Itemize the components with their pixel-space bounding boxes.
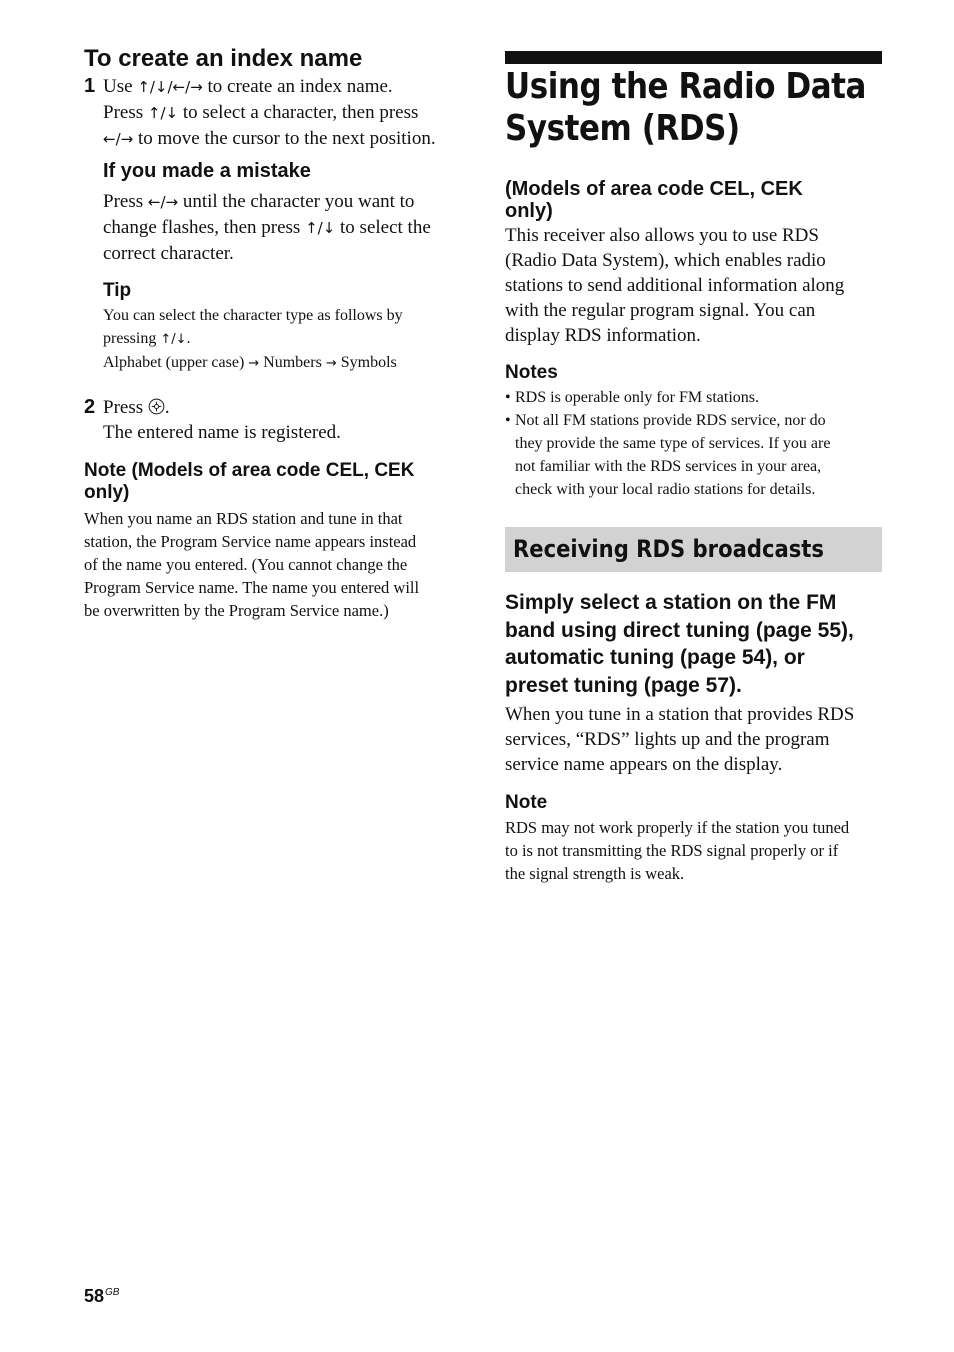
left-note-line: When you name an RDS station and tune in that — [84, 509, 403, 528]
instruction-body — [505, 702, 854, 777]
page-title — [505, 66, 867, 150]
tip-seq-symbols: Symbols — [336, 354, 397, 371]
models-line: stations to send additional information along — [505, 275, 845, 296]
tip-line-2a: pressing — [103, 330, 161, 347]
right-arrow-icon: → — [325, 356, 337, 371]
left-right-arrow-icon: ←/→ — [147, 193, 179, 211]
step-2-text — [103, 395, 341, 445]
instruction-heading — [505, 589, 854, 699]
notes-item-2-line: they provide the same type of services. If you are — [515, 435, 831, 452]
instruction-line: automatic tuning (page 54), or — [505, 646, 805, 669]
bullet-marker: • — [505, 389, 511, 406]
page-title-line-1: Using the Radio Data — [505, 66, 867, 107]
step-2-number: 2 — [84, 396, 96, 418]
right-note-body — [505, 816, 849, 885]
models-line: display RDS information. — [505, 325, 701, 346]
models-heading — [505, 178, 803, 222]
left-note-line: be overwritten by the Program Service name.) — [84, 601, 389, 620]
up-down-arrow-icon: ↑/↓ — [160, 332, 187, 347]
mistake-line-2b: to select the — [335, 217, 431, 238]
models-heading-line-2: only) — [505, 200, 553, 222]
tip-heading: Tip — [103, 280, 132, 301]
left-note-heading-line-2: only) — [84, 482, 130, 503]
models-heading-line-1: (Models of area code CEL, CEK — [505, 178, 803, 200]
left-note-line: station, the Program Service name appears instead — [84, 532, 417, 551]
right-note-heading: Note — [505, 792, 548, 813]
right-note-line: the signal strength is weak. — [505, 864, 685, 883]
page-title-line-2: System (RDS) — [505, 108, 740, 149]
step-1-line-1b: to create an index name. — [202, 76, 393, 97]
models-line: This receiver also allows you to use RDS — [505, 225, 819, 246]
instruction-body-line: services, “RDS” lights up and the program — [505, 729, 830, 750]
left-note-heading — [84, 460, 414, 504]
notes-item-2-line: not familiar with the RDS services in your area, — [515, 458, 822, 475]
step-2-line-2: The entered name is registered. — [103, 422, 341, 443]
section-band-label: Receiving RDS broadcasts — [513, 535, 824, 563]
tip-seq-numbers: Numbers — [259, 354, 326, 371]
step-2-line-1b: . — [164, 397, 170, 418]
notes-item-2 — [515, 409, 830, 501]
instruction-body-line: When you tune in a station that provides RDS — [505, 704, 855, 725]
step-1-line-2a: Press — [103, 102, 148, 123]
enter-button-icon — [148, 398, 165, 415]
step-1-text — [103, 74, 436, 152]
left-note-body — [84, 507, 419, 622]
up-down-arrow-icon: ↑/↓ — [305, 219, 336, 237]
right-note-line: RDS may not work properly if the station you tuned — [505, 818, 850, 837]
models-line: (Radio Data System), which enables radio — [505, 250, 826, 271]
instruction-line: Simply select a station on the FM — [505, 591, 837, 614]
right-arrow-icon: → — [248, 356, 260, 371]
page-number-suffix: GB — [105, 1287, 120, 1298]
page-number-value: 58 — [84, 1286, 105, 1306]
mistake-line-1b: until the character you want to — [178, 191, 415, 212]
up-down-arrow-icon: ↑/↓ — [147, 104, 179, 122]
mistake-text — [103, 189, 431, 266]
instruction-line: band using direct tuning (page 55), — [505, 618, 854, 642]
step-2-line-1a: Press — [103, 397, 148, 418]
mistake-line-2a: change flashes, then press — [103, 217, 306, 238]
notes-heading: Notes — [505, 362, 558, 383]
models-line: with the regular program signal. You can — [505, 300, 816, 321]
instruction-line: preset tuning (page 57). — [505, 673, 742, 697]
tip-line-1: You can select the character type as follows by — [103, 307, 403, 324]
step-1-number: 1 — [84, 75, 96, 97]
page-number — [84, 1282, 119, 1307]
arrow-keys-icon: ↑/↓/←/→ — [137, 78, 203, 96]
notes-item-1: RDS is operable only for FM stations. — [515, 389, 759, 406]
index-name-heading: To create an index name — [84, 45, 363, 72]
instruction-body-line: service name appears on the display. — [505, 754, 783, 775]
notes-item-2-line: check with your local radio stations for details. — [515, 481, 816, 498]
left-right-arrow-icon: ←/→ — [103, 130, 134, 148]
section-top-rule — [505, 51, 882, 64]
mistake-line-3: correct character. — [103, 243, 234, 264]
models-body — [505, 223, 844, 348]
section-band — [505, 527, 882, 572]
step-1-line-3: to move the cursor to the next position. — [133, 128, 436, 149]
step-1-line-1a: Use — [103, 76, 138, 97]
notes-item-2-line: Not all FM stations provide RDS service, nor do — [515, 412, 826, 429]
left-note-line: Program Service name. The name you entered will — [84, 578, 420, 597]
left-note-line: of the name you entered. (You cannot change the — [84, 555, 408, 574]
step-1-line-2b: to select a character, then press — [178, 102, 419, 123]
tip-seq-alphabet: Alphabet (upper case) — [103, 354, 249, 371]
tip-text — [103, 304, 403, 375]
left-note-heading-line-1: Note (Models of area code CEL, CEK — [84, 460, 415, 481]
right-note-line: to is not transmitting the RDS signal properly or if — [505, 841, 839, 860]
bullet-marker: • — [505, 412, 511, 429]
tip-line-2b: . — [186, 330, 191, 347]
mistake-line-1a: Press — [103, 191, 148, 212]
mistake-heading: If you made a mistake — [103, 160, 311, 182]
